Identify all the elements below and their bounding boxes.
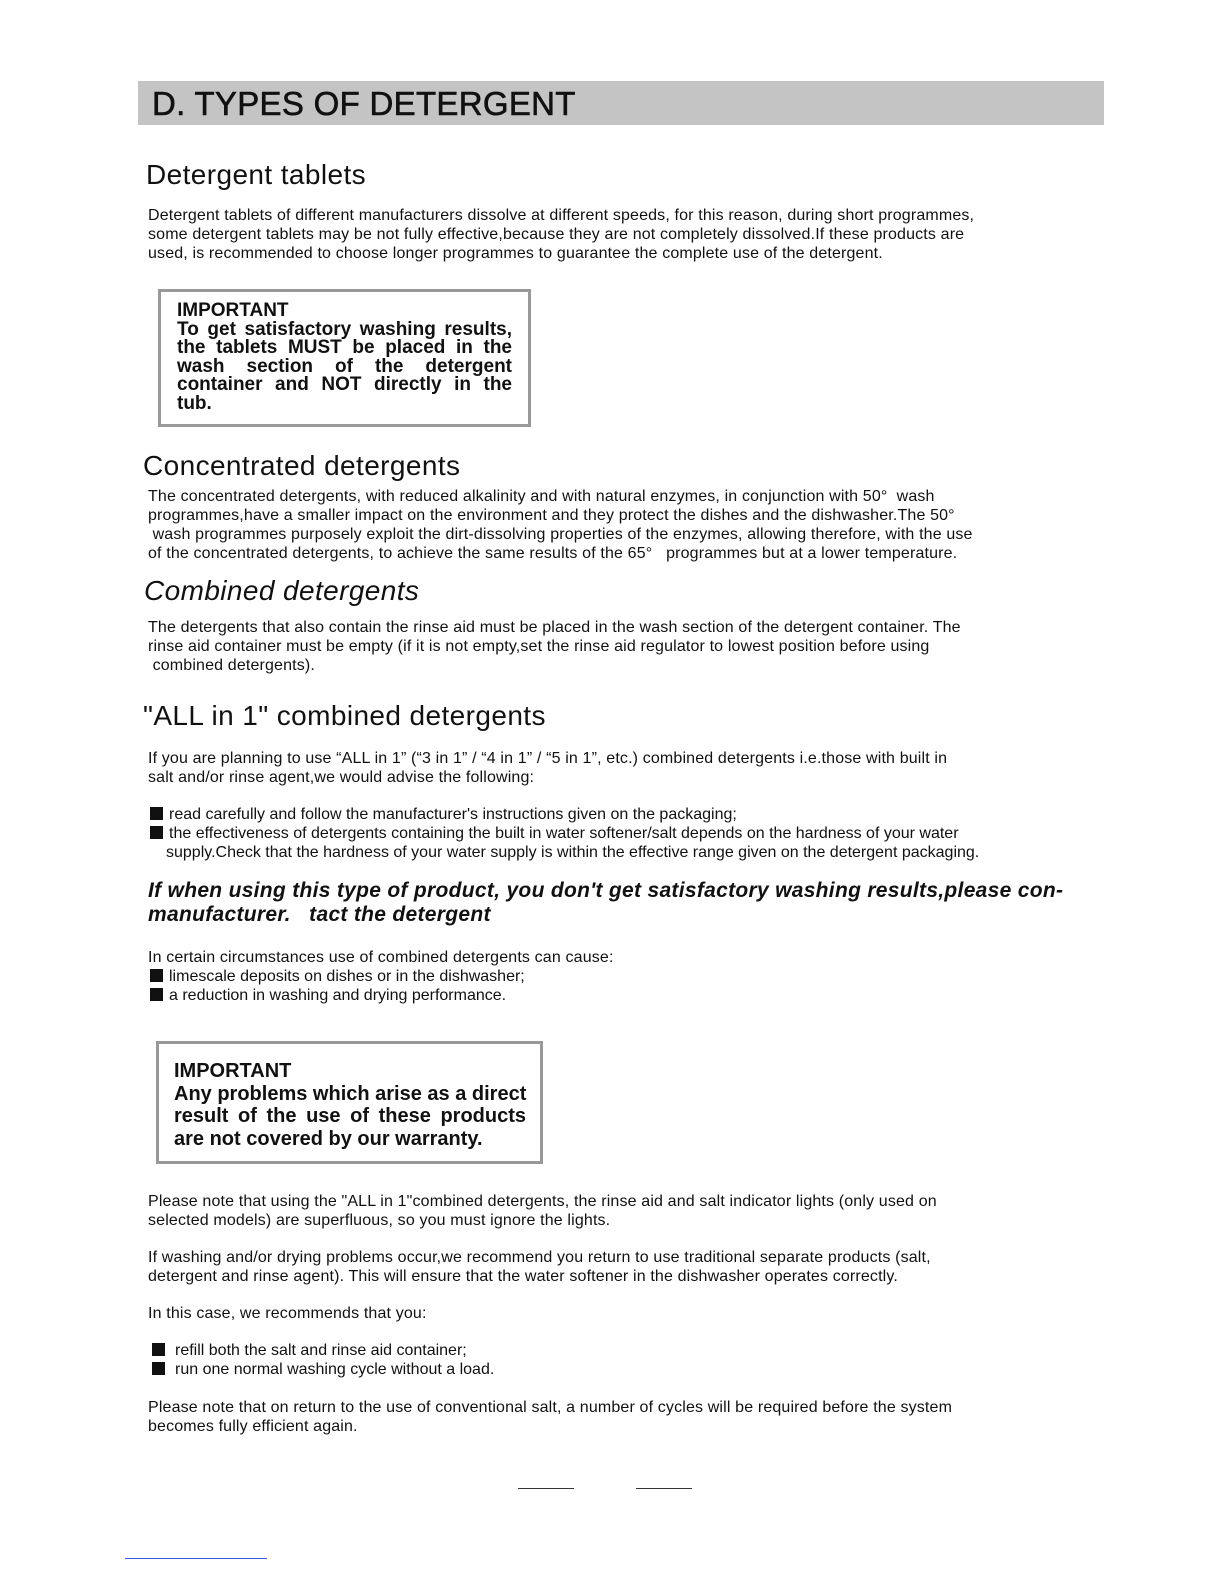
warning-line: If when using this type of product, you don't get satisfactory washing results,please con- xyxy=(148,879,1064,902)
important-box-tablets xyxy=(158,289,531,427)
text-line: rinse aid container must be empty (if it is not empty,set the rinse aid regulator to lowest position before using xyxy=(148,638,930,655)
footer-rule-right xyxy=(636,1488,692,1489)
important-line: To get satisfactory washing results, xyxy=(177,318,512,340)
important-line: tub. xyxy=(177,392,212,414)
list-item: run one normal washing cycle without a load. xyxy=(152,1360,494,1379)
square-bullet-icon xyxy=(150,988,163,1001)
text-line: becomes fully efficient again. xyxy=(148,1418,358,1435)
text-line: If you are planning to use “ALL in 1” (“3 in 1” / “4 in 1” / “5 in 1”, etc.) combined detergents i.e.those with built in xyxy=(148,750,948,767)
footer-rule-left xyxy=(518,1488,574,1489)
text-line: some detergent tablets may be not fully effective,because they are not completely dissolved.If these products are xyxy=(148,226,965,243)
case-intro: In this case, we recommends that you: xyxy=(148,1305,427,1322)
important-label: IMPORTANT xyxy=(177,300,289,321)
text-line: detergent and rinse agent). This will ensure that the water softener in the dishwasher operates correctly. xyxy=(148,1268,898,1285)
problem-paragraph xyxy=(148,1248,1108,1286)
important-box-warranty xyxy=(156,1041,543,1164)
advice-list xyxy=(150,805,979,862)
important-label: IMPORTANT xyxy=(174,1060,292,1082)
heading-combined-detergents: Combined detergents xyxy=(144,575,420,606)
text-line: If washing and/or drying problems occur,we recommend you return to use traditional separate products (salt, xyxy=(148,1249,931,1266)
warning-text xyxy=(148,879,1063,927)
section-header-bar xyxy=(138,81,1104,125)
list-item: a reduction in washing and drying performance. xyxy=(150,986,525,1005)
final-paragraph xyxy=(148,1398,1108,1436)
list-item: refill both the salt and rinse aid container; xyxy=(152,1341,494,1360)
circumstances-list xyxy=(150,967,525,1005)
list-item-continuation: supply.Check that the hardness of your water supply is within the effective range given on the detergent packaging. xyxy=(166,844,980,861)
important-line: result of the use of these products xyxy=(174,1105,526,1127)
list-item: limescale deposits on dishes or in the dishwasher; xyxy=(150,967,525,986)
heading-detergent-tablets: Detergent tablets xyxy=(146,159,367,190)
all-in-1-intro xyxy=(148,749,1108,787)
text-line: Please note that using the "ALL in 1"combined detergents, the rinse aid and salt indicator lights (only used on xyxy=(148,1193,937,1210)
note-paragraph xyxy=(148,1192,1108,1230)
case-steps-list xyxy=(152,1341,494,1379)
text-line: wash programmes purposely exploit the dirt-dissolving properties of the enzymes, allowing therefore, with the use xyxy=(148,526,973,543)
square-bullet-icon xyxy=(152,1343,165,1356)
important-line: Any problems which arise as a direct xyxy=(174,1082,527,1105)
text-line: programmes,have a smaller impact on the environment and they protect the dishes and the dishwasher.The 50° xyxy=(148,507,955,524)
heading-all-in-1: "ALL in 1" combined detergents xyxy=(143,700,546,731)
square-bullet-icon xyxy=(152,1362,165,1375)
text-line: salt and/or rinse agent,we would advise the following: xyxy=(148,769,535,786)
text-line: selected models) are superfluous, so you must ignore the lights. xyxy=(148,1212,611,1229)
list-item: the effectiveness of detergents containing the built in water softener/salt depends on the hardness of your water xyxy=(150,824,979,843)
important-line: wash section of the detergent xyxy=(177,355,512,377)
text-line: used, is recommended to choose longer programmes to guarantee the complete use of the detergent. xyxy=(148,245,883,262)
text-line: The concentrated detergents, with reduced alkalinity and with natural enzymes, in conjunction with 50° wash xyxy=(148,488,935,505)
text-line: of the concentrated detergents, to achieve the same results of the 65° programmes but at a lower temperature. xyxy=(148,545,958,562)
square-bullet-icon xyxy=(150,807,163,820)
tablets-paragraph xyxy=(148,206,1108,263)
text-line: Detergent tablets of different manufacturers dissolve at different speeds, for this reason, during short programmes, xyxy=(148,207,975,224)
list-item: read carefully and follow the manufacturer's instructions given on the packaging; xyxy=(150,805,979,824)
page-edge-rule xyxy=(125,1558,267,1559)
important-line: container and NOT directly in the xyxy=(177,374,512,395)
square-bullet-icon xyxy=(150,826,163,839)
warning-line: manufacturer. tact the detergent xyxy=(148,903,491,926)
square-bullet-icon xyxy=(150,969,163,982)
text-line: The detergents that also contain the rinse aid must be placed in the wash section of the detergent container. The xyxy=(148,619,961,636)
concentrated-paragraph xyxy=(148,487,1108,563)
section-title: D. TYPES OF DETERGENT xyxy=(152,85,576,122)
heading-concentrated-detergents: Concentrated detergents xyxy=(143,450,461,481)
text-line: Please note that on return to the use of conventional salt, a number of cycles will be required before the system xyxy=(148,1399,953,1416)
important-line: are not covered by our warranty. xyxy=(174,1127,483,1150)
combined-paragraph xyxy=(148,618,1108,675)
important-line: the tablets MUST be placed in the xyxy=(177,337,512,358)
circumstances-intro: In certain circumstances use of combined detergents can cause: xyxy=(148,949,614,966)
text-line: combined detergents). xyxy=(148,657,315,674)
